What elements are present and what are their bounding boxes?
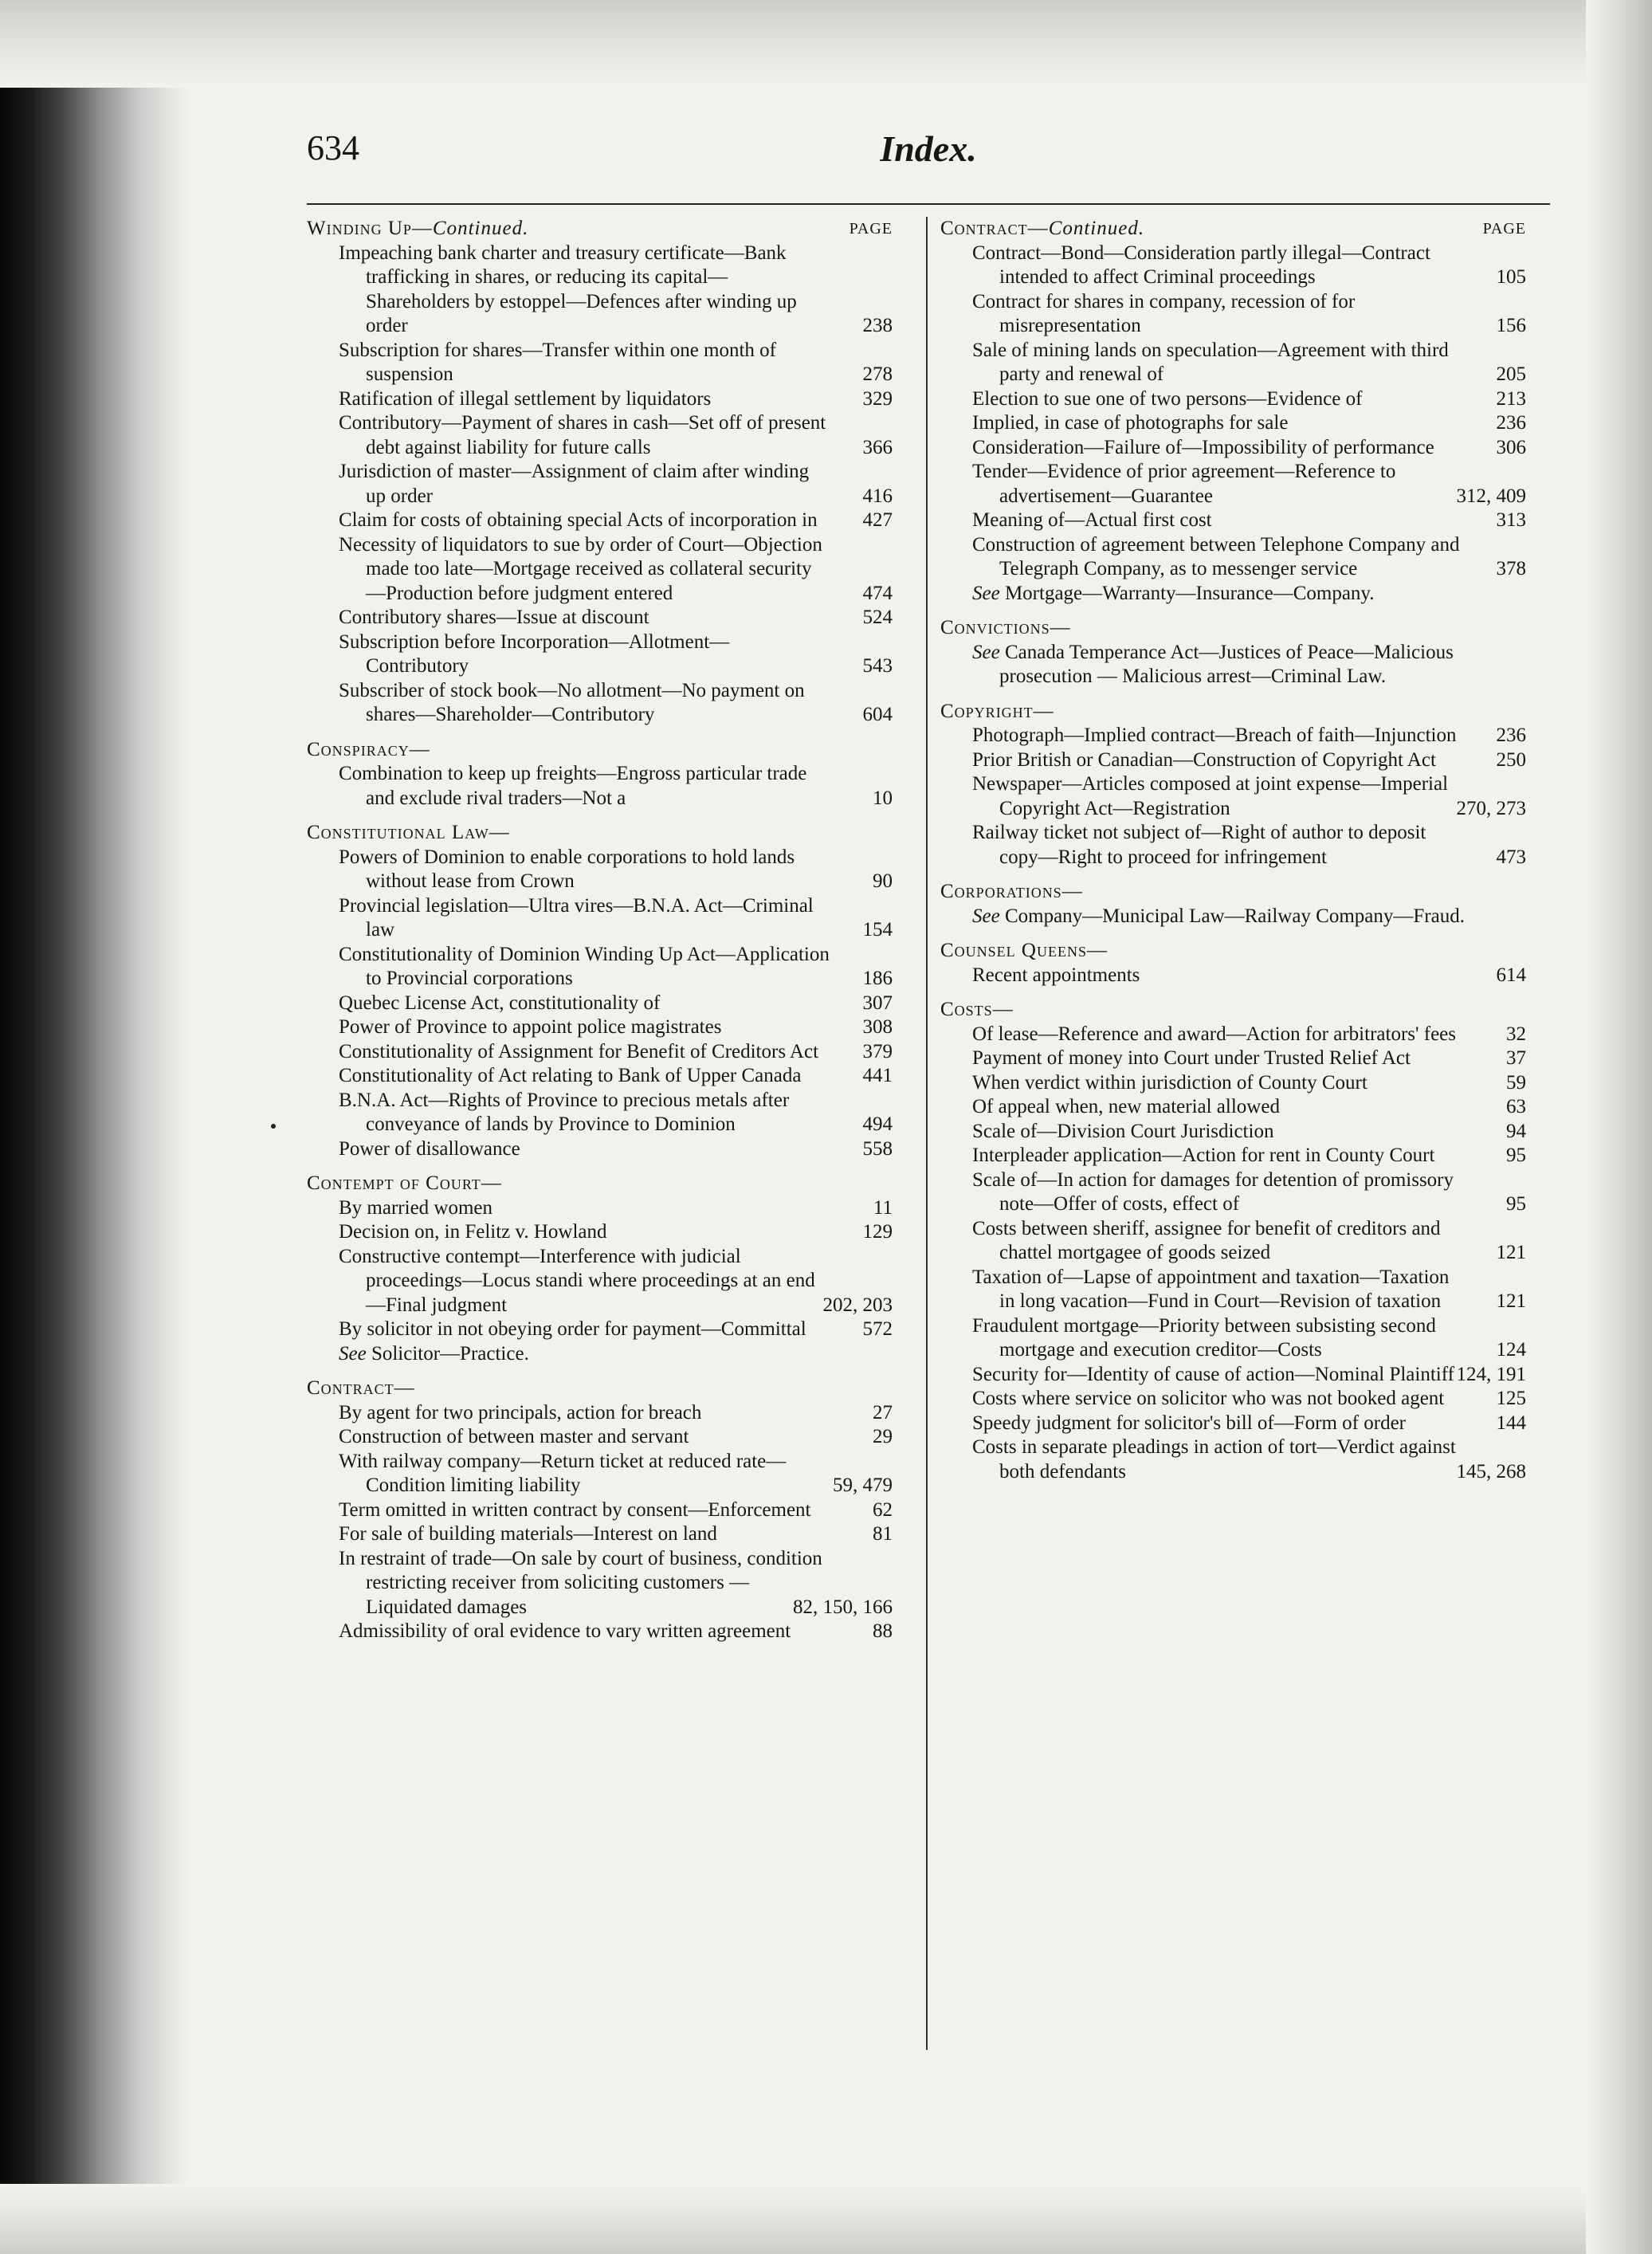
entry-page-ref: 614 xyxy=(1496,964,1526,986)
entry-page-ref: 27 xyxy=(873,1401,893,1423)
entry-page-ref: 378 xyxy=(1496,558,1526,579)
entry-text: Impeaching bank charter and treasury certificate—Bank trafficking in shares, or reducing its capital—Shareholders by estoppel—Defences after winding up order xyxy=(339,242,797,336)
entry-page-ref: 366 xyxy=(862,436,893,458)
entry-page-ref: 543 xyxy=(862,655,893,677)
index-entry xyxy=(972,1071,1526,1096)
entry-text: Constructive contempt—Interference with judicial proceedings—Locus standi where proceedings at an end—Final judgment xyxy=(339,1245,815,1316)
section-heading-continued: Continued. xyxy=(1048,218,1145,239)
index-entry xyxy=(339,533,893,607)
entry-text: Provincial legislation—Ultra vires—B.N.A. Act—Criminal law xyxy=(339,894,814,940)
entry-page-ref: 88 xyxy=(873,1620,893,1642)
entry-page-ref: 59, 479 xyxy=(833,1475,893,1496)
entry-text: Decision on, in Felitz v. Howland xyxy=(339,1221,607,1243)
index-entry xyxy=(339,1401,893,1426)
index-entry xyxy=(339,943,893,992)
entry-page-ref: 416 xyxy=(862,485,893,507)
entry-page-ref: 473 xyxy=(1496,846,1526,868)
entry-page-ref: 308 xyxy=(862,1016,893,1038)
page-header xyxy=(307,128,1550,183)
entry-page-ref: 29 xyxy=(873,1426,893,1447)
index-entry xyxy=(972,411,1526,436)
entry-page-ref: 62 xyxy=(873,1498,893,1521)
section-heading xyxy=(940,998,1526,1023)
entry-page-ref: 37 xyxy=(1506,1047,1526,1069)
index-entry xyxy=(972,1217,1526,1266)
right-edge-shadow xyxy=(1586,0,1652,2254)
entry-text: Admissibility of oral evidence to vary written agreement xyxy=(339,1620,791,1642)
page-number: 634 xyxy=(307,128,359,167)
entry-page-ref: 307 xyxy=(862,992,893,1014)
section-heading xyxy=(940,880,1526,905)
entry-text: Newspaper—Articles composed at joint expense—Imperial Copyright Act—Registration xyxy=(972,773,1449,819)
entry-page-ref: 105 xyxy=(1496,266,1526,288)
see-label: See xyxy=(972,641,1000,663)
index-entry xyxy=(972,1266,1526,1314)
entry-page-ref: 313 xyxy=(1496,509,1526,531)
entry-text: Subscription for shares—Transfer within one month of suspension xyxy=(339,339,777,385)
entry-text: Payment of money into Court under Trusted Relief Act xyxy=(972,1047,1411,1069)
index-entry xyxy=(339,1450,893,1498)
index-entry xyxy=(972,748,1526,773)
index-entry xyxy=(339,1196,893,1221)
index-entry xyxy=(339,894,893,943)
bottom-edge-shadow xyxy=(0,2184,1652,2254)
see-label: See xyxy=(972,905,1000,927)
see-also-reference xyxy=(972,582,1526,607)
entry-page-ref: 278 xyxy=(862,363,893,385)
index-entry xyxy=(972,509,1526,533)
entry-text: In restraint of trade—On sale by court of business, condition restricting receiver from soliciting customers — Liquidated damages xyxy=(339,1547,822,1618)
index-entry xyxy=(972,1120,1526,1145)
entry-text: Contract—Bond—Consideration partly illegal—Contract intended to affect Criminal proceedings xyxy=(972,242,1430,288)
index-entry xyxy=(339,1425,893,1450)
right-index-column xyxy=(940,217,1526,1484)
entry-page-ref: 59 xyxy=(1506,1071,1526,1094)
entry-text: Consideration—Failure of—Impossibility of performance xyxy=(972,436,1434,458)
top-edge-shadow xyxy=(0,0,1652,88)
entry-page-ref: 213 xyxy=(1496,387,1526,410)
entry-text: By solicitor in not obeying order for payment—Committal xyxy=(339,1318,806,1340)
section-heading xyxy=(940,616,1526,641)
index-entry xyxy=(339,1040,893,1065)
index-entry xyxy=(972,821,1526,870)
entry-text: Power of disallowance xyxy=(339,1137,520,1160)
entry-text: Construction of agreement between Telephone Company and Telegraph Company, as to messenger service xyxy=(972,533,1460,579)
index-entry xyxy=(339,1498,893,1523)
entry-page-ref: 124 xyxy=(1496,1339,1526,1361)
entry-page-ref: 238 xyxy=(862,315,893,336)
entry-text: By married women xyxy=(339,1196,493,1219)
entry-text: Quebec License Act, constitutionality of xyxy=(339,992,661,1014)
see-also-reference xyxy=(972,641,1526,689)
entry-text: Fraudulent mortgage—Priority between subsisting second mortgage and execution creditor—Costs xyxy=(972,1314,1436,1361)
entry-page-ref: 236 xyxy=(1496,412,1526,434)
see-targets: Canada Temperance Act—Justices of Peace—Malicious prosecution — Malicious arrest—Criminal Law. xyxy=(999,641,1454,687)
entry-text: Tender—Evidence of prior agreement—Reference to advertisement—Guarantee xyxy=(972,461,1396,507)
entry-text: When verdict within jurisdiction of County Court xyxy=(972,1071,1368,1094)
section-heading-text: Conspiracy— xyxy=(307,738,430,760)
index-entry xyxy=(339,992,893,1016)
entry-text: Photograph—Implied contract—Breach of faith—Injunction xyxy=(972,724,1457,746)
see-targets: Mortgage—Warranty—Insurance—Company. xyxy=(1004,582,1375,604)
section-heading-text: Copyright— xyxy=(940,700,1054,722)
section-heading-text: Convictions— xyxy=(940,617,1071,638)
entry-text: Combination to keep up freights—Engross particular trade and exclude rival traders—Not a xyxy=(339,763,807,809)
index-entry xyxy=(339,1245,893,1318)
entry-text: Constitutionality of Assignment for Benefit of Creditors Act xyxy=(339,1040,819,1062)
entry-page-ref: 124, 191 xyxy=(1456,1363,1526,1385)
entry-text: B.N.A. Act—Rights of Province to precious metals after conveyance of lands by Province to Dominion xyxy=(339,1089,790,1135)
index-entry xyxy=(972,1387,1526,1412)
entry-text: Speedy judgment for solicitor's bill of—Form of order xyxy=(972,1412,1407,1434)
index-entry xyxy=(972,460,1526,509)
page-binding-shadow xyxy=(0,0,191,2254)
index-entry xyxy=(339,1220,893,1245)
index-entry xyxy=(339,1137,893,1162)
entry-text: Subscriber of stock book—No allotment—No payment on shares—Shareholder—Contributory xyxy=(339,679,805,725)
entry-text: Scale of—In action for damages for detention of promissory note—Offer of costs, effect of xyxy=(972,1168,1454,1215)
entry-page-ref: 156 xyxy=(1496,315,1526,336)
index-entry xyxy=(972,533,1526,582)
entry-text: Sale of mining lands on speculation—Agreement with third party and renewal of xyxy=(972,339,1449,385)
index-entry xyxy=(972,1023,1526,1047)
entry-page-ref: 10 xyxy=(873,787,893,809)
entry-page-ref: 236 xyxy=(1496,724,1526,746)
entry-page-ref: 144 xyxy=(1496,1412,1526,1434)
section-heading-text: Contract— xyxy=(940,218,1049,239)
entry-page-ref: 82, 150, 166 xyxy=(793,1596,893,1618)
entry-text: Scale of—Division Court Jurisdiction xyxy=(972,1120,1274,1142)
index-entry xyxy=(339,1620,893,1644)
entry-text: Subscription before Incorporation—Allotment—Contributory xyxy=(339,630,730,677)
index-entry xyxy=(339,387,893,412)
index-entry xyxy=(972,1095,1526,1120)
entry-text: Security for—Identity of cause of action—Nominal Plaintiff xyxy=(972,1363,1454,1385)
entry-text: Powers of Dominion to enable corporations to hold lands without lease from Crown xyxy=(339,846,795,892)
entry-page-ref: 63 xyxy=(1506,1096,1526,1117)
see-also-reference xyxy=(972,905,1526,929)
entry-text: Constitutionality of Act relating to Bank of Upper Canada xyxy=(339,1065,802,1086)
index-entry xyxy=(972,1046,1526,1071)
entry-page-ref: 90 xyxy=(873,870,893,892)
entry-text: Railway ticket not subject of—Right of author to deposit copy—Right to proceed for infringement xyxy=(972,822,1426,868)
entry-text: Contributory—Payment of shares in cash—Set off of present debt against liability for future calls xyxy=(339,412,826,458)
page-column-label: PAGE xyxy=(849,220,893,238)
entry-text: By agent for two principals, action for breach xyxy=(339,1401,702,1423)
entry-page-ref: 145, 268 xyxy=(1456,1460,1526,1482)
section-heading-text: Counsel Queens— xyxy=(940,940,1108,961)
index-entry xyxy=(972,242,1526,290)
entry-page-ref: 572 xyxy=(862,1318,893,1340)
index-entry xyxy=(972,1412,1526,1436)
entry-page-ref: 94 xyxy=(1506,1120,1526,1142)
entry-page-ref: 11 xyxy=(873,1196,893,1219)
section-heading xyxy=(940,700,1526,724)
index-entry xyxy=(339,1547,893,1620)
entry-page-ref: 81 xyxy=(873,1523,893,1545)
entry-text: Constitutionality of Dominion Winding Up Act—Application to Provincial corporations xyxy=(339,943,830,989)
section-heading-text: Costs— xyxy=(940,999,1014,1020)
index-entry xyxy=(972,1363,1526,1388)
entry-text: Construction of between master and servant xyxy=(339,1426,689,1447)
section-heading xyxy=(307,1172,893,1196)
index-entry xyxy=(972,964,1526,988)
left-index-column xyxy=(307,217,893,1644)
entry-text: Of appeal when, new material allowed xyxy=(972,1096,1280,1117)
entry-text: Of lease—Reference and award—Action for arbitrators' fees xyxy=(972,1023,1456,1045)
entry-page-ref: 121 xyxy=(1496,1242,1526,1263)
index-entry xyxy=(972,290,1526,339)
entry-text: Election to sue one of two persons—Evidence of xyxy=(972,387,1363,410)
index-entry xyxy=(339,242,893,339)
entry-text: Meaning of—Actual first cost xyxy=(972,509,1212,531)
entry-text: Contract for shares in company, recession of for misrepresentation xyxy=(972,290,1356,336)
index-entry xyxy=(339,411,893,460)
entry-page-ref: 329 xyxy=(862,387,893,410)
entry-text: Implied, in case of photographs for sale xyxy=(972,412,1289,434)
entry-page-ref: 604 xyxy=(862,704,893,725)
entry-page-ref: 494 xyxy=(862,1113,893,1135)
entry-text: Ratification of illegal settlement by liquidators xyxy=(339,387,712,410)
entry-text: Contributory shares—Issue at discount xyxy=(339,607,649,628)
see-also-reference xyxy=(339,1342,893,1367)
header-rule xyxy=(307,203,1550,205)
section-heading-text: Contract— xyxy=(307,1377,415,1399)
entry-text: Costs in separate pleadings in action of tort—Verdict against both defendants xyxy=(972,1436,1456,1482)
entry-page-ref: 427 xyxy=(862,509,893,531)
entry-text: Necessity of liquidators to sue by order of Court—Objection made too late—Mortgage received as collateral security—Production before judgment entered xyxy=(339,533,822,604)
margin-mark xyxy=(271,1124,276,1129)
index-entry xyxy=(972,1168,1526,1217)
entry-page-ref: 250 xyxy=(1496,748,1526,771)
see-targets: Solicitor—Practice. xyxy=(371,1342,529,1365)
entry-text: Power of Province to appoint police magistrates xyxy=(339,1016,722,1038)
entry-text: Prior British or Canadian—Construction of Copyright Act xyxy=(972,748,1436,771)
entry-text: Claim for costs of obtaining special Acts of incorporation in xyxy=(339,509,818,531)
entry-page-ref: 202, 203 xyxy=(822,1294,893,1316)
section-heading-text: Constitutional Law— xyxy=(307,822,510,843)
index-entry xyxy=(339,1317,893,1342)
entry-text: Costs where service on solicitor who was not booked agent xyxy=(972,1388,1445,1409)
section-heading-continued: Continued. xyxy=(432,218,529,239)
index-entry xyxy=(339,679,893,728)
index-entry xyxy=(339,339,893,387)
entry-page-ref: 95 xyxy=(1506,1193,1526,1215)
entry-page-ref: 32 xyxy=(1506,1023,1526,1045)
see-label: See xyxy=(972,582,1000,604)
entry-page-ref: 474 xyxy=(862,582,893,604)
index-entry xyxy=(972,339,1526,387)
entry-page-ref: 205 xyxy=(1496,363,1526,385)
entry-page-ref: 441 xyxy=(862,1065,893,1086)
see-targets: Company—Municipal Law—Railway Company—Fraud. xyxy=(1004,905,1465,927)
index-entry xyxy=(339,1522,893,1547)
index-entry xyxy=(339,630,893,679)
page-column-label: PAGE xyxy=(1482,220,1526,238)
entry-page-ref: 186 xyxy=(862,968,893,989)
index-entry xyxy=(339,1064,893,1089)
entry-text: Recent appointments xyxy=(972,964,1140,986)
index-entry xyxy=(339,460,893,509)
index-entry xyxy=(339,846,893,894)
entry-text: Interpleader application—Action for rent in County Court xyxy=(972,1145,1435,1166)
section-heading xyxy=(940,217,1526,242)
entry-page-ref: 524 xyxy=(862,607,893,628)
entry-page-ref: 312, 409 xyxy=(1456,485,1526,507)
index-entry xyxy=(339,509,893,533)
entry-page-ref: 129 xyxy=(862,1221,893,1243)
index-entry xyxy=(972,724,1526,748)
index-entry xyxy=(339,762,893,811)
entry-page-ref: 154 xyxy=(862,919,893,940)
entry-page-ref: 125 xyxy=(1496,1388,1526,1409)
entry-page-ref: 121 xyxy=(1496,1290,1526,1312)
index-entry xyxy=(972,1144,1526,1168)
entry-page-ref: 558 xyxy=(862,1137,893,1160)
index-entry xyxy=(972,1435,1526,1484)
entry-page-ref: 306 xyxy=(1496,436,1526,458)
entry-text: Jurisdiction of master—Assignment of claim after winding up order xyxy=(339,461,810,507)
index-entry xyxy=(972,1314,1526,1363)
section-heading-text: Corporations— xyxy=(940,881,1083,902)
entry-text: For sale of building materials—Interest on land xyxy=(339,1523,717,1545)
section-heading-text: Contempt of Court— xyxy=(307,1172,502,1194)
section-heading xyxy=(940,939,1526,964)
section-heading-text: Winding Up— xyxy=(307,218,433,239)
column-divider xyxy=(926,217,928,2050)
entry-page-ref: 95 xyxy=(1506,1145,1526,1166)
index-entry xyxy=(972,436,1526,461)
index-entry xyxy=(339,606,893,630)
index-entry xyxy=(972,387,1526,412)
entry-text: With railway company—Return ticket at reduced rate—Condition limiting liability xyxy=(339,1450,787,1496)
entry-text: Term omitted in written contract by consent—Enforcement xyxy=(339,1498,811,1521)
index-entry xyxy=(972,772,1526,821)
index-entry xyxy=(339,1089,893,1137)
section-heading xyxy=(307,217,893,242)
entry-text: Costs between sheriff, assignee for benefit of creditors and chattel mortgagee of goods seized xyxy=(972,1217,1441,1263)
entry-text: Taxation of—Lapse of appointment and taxation—Taxation in long vacation—Fund in Court—Revision of taxation xyxy=(972,1266,1450,1312)
entry-page-ref: 270, 273 xyxy=(1456,797,1526,819)
see-label: See xyxy=(339,1342,367,1365)
entry-page-ref: 379 xyxy=(862,1040,893,1062)
section-heading xyxy=(307,1376,893,1401)
section-heading xyxy=(307,821,893,846)
index-entry xyxy=(339,1015,893,1040)
section-heading xyxy=(307,738,893,763)
running-head: Index. xyxy=(880,128,977,169)
